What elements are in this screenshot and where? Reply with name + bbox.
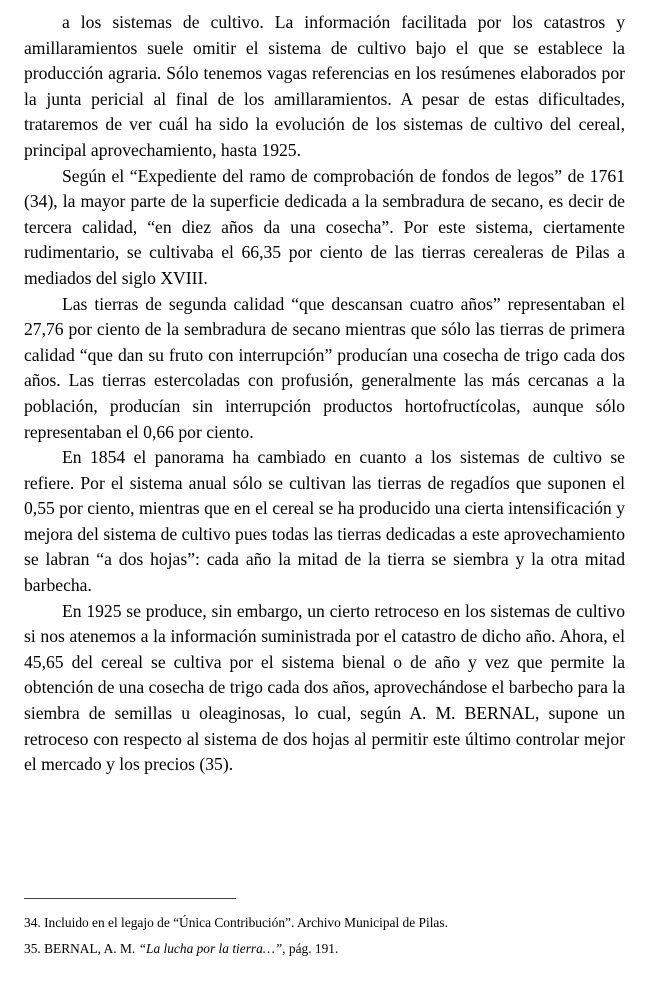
footnote-separator-rule xyxy=(24,898,236,899)
footnote-35 xyxy=(24,939,625,960)
footnote-35-text-after: pág. 191. xyxy=(285,941,339,957)
body-text-column xyxy=(24,10,625,778)
footnote-35-text-before: 35. BERNAL, A. M. xyxy=(24,941,139,957)
paragraph-4: En 1854 el panorama ha cambiado en cuanto a los sistemas de cultivo se refiere. Por el sistema anual sólo se cultivan las tierras de regadíos que suponen el 0,55 por ciento, mientras que en el cereal se ha producido una cierta intensificación y mejora del sistema de cultivo pues todas las tierras dedicadas a este aprovechamiento se labran “a dos hojas”: cada año la mitad de la tierra se siembra y la otra mitad barbecha. xyxy=(24,447,625,596)
footnote-34 xyxy=(24,913,625,934)
paragraph-1: a los sistemas de cultivo. La información facilitada por los catastros y amillaramientos suele omitir el sistema de cultivo bajo el que se establece la producción agraria. Sólo tenemos vagas referencias en los resúmenes elaborados por la junta pericial al final de los amillaramientos. A pesar de estas dificultades, trataremos de ver cuál ha sido la evolución de los sistemas de cultivo del cereal, principal aprovechamiento, hasta 1925. xyxy=(24,12,625,160)
paragraph-3: Las tierras de segunda calidad “que descansan cuatro años” representaban el 27,76 por ciento de la sembradura de secano mientras que sólo las tierras de primera calidad “que dan su fruto con interrupción” producían una cosecha de trigo cada dos años. Las tierras estercoladas con profusión, generalmente las más cercanas a la población, producían sin interrupción productos hortofructícolas, aunque sólo representaban el 0,66 por ciento. xyxy=(24,293,625,442)
paragraph-5: En 1925 se produce, sin embargo, un cierto retroceso en los sistemas de cultivo si nos atenemos a la información suministrada por el catastro de dicho año. Ahora, el 45,65 del cereal se cultiva por el sistema bienal o de año y vez que permite la obtención de una cosecha de trigo cada dos años, aprovechándose el barbecho para la siembra de semillas u oleaginosas, lo cual, según A. M. BERNAL, supone un retroceso con respecto al sistema de dos hojas al permitir este último controlar mejor el mercado y los precios (35). xyxy=(24,600,625,775)
paragraph-2: Según el “Expediente del ramo de comprobación de fondos de legos” de 1761 (34), la mayor parte de la superficie dedicada a la sembradura de secano, es decir de tercera calidad, “en diez años da una cosecha”. Por este sistema, ciertamente rudimentario, se cultivaba el 66,35 por ciento de las tierras cerealeras de Pilas a mediados del siglo XVIII. xyxy=(24,165,625,288)
footnote-34-text: 34. Incluido en el legajo de “Única Contribución”. Archivo Municipal de Pilas. xyxy=(24,915,448,931)
footnotes-section xyxy=(24,898,625,965)
footnote-35-title: “La lucha por la tierra…”, xyxy=(138,941,286,957)
